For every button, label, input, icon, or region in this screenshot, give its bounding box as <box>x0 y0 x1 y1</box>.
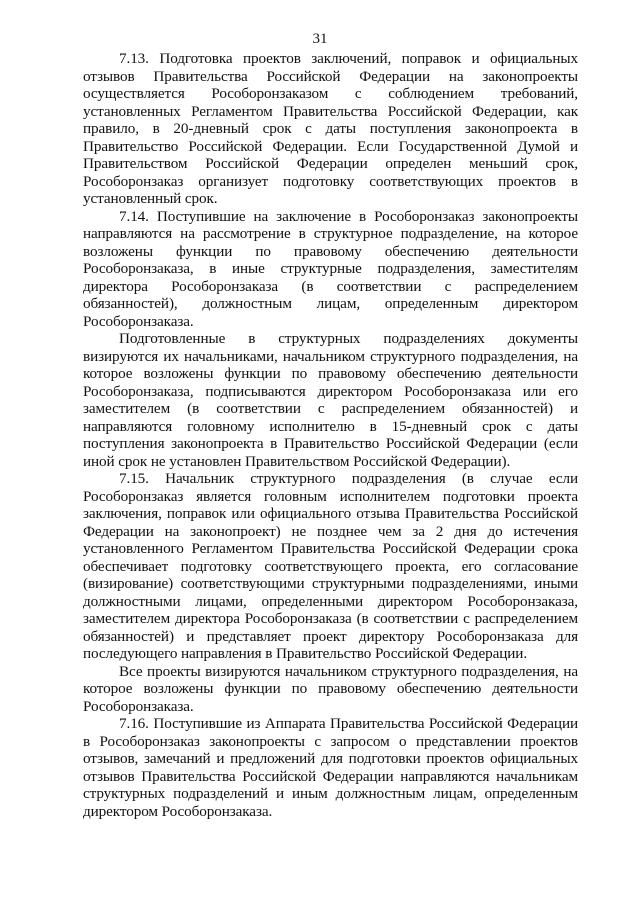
paragraph-7-14: 7.14. Поступившие на заключение в Рособоронзаказ законопроекты направляются на рассмотрение в структурное подразделение, на которое возложены функции по правовому обеспечению деятельности Рособоронзаказа, в иные структурные подразделения, заместителям директора Рособоронзаказа (в соответствии с распределением обязанностей), должностным лицам, определенным директором Рособоронзаказа. <box>83 207 578 330</box>
page-number: 31 <box>312 31 328 47</box>
paragraph-prepared-documents: Подготовленные в структурных подразделениях документы визируются их начальниками, начальником структурного подразделения, на которое возложены функции по правовому обеспечению деятельности Рособоронзаказа, подписываются директором Рособоронзаказа или его заместителем (в соответствии с распределением обязанностей) и направляются головному исполнителю в 15-дневный срок с даты поступления законопроекта в Правительство Российской Федерации (если иной срок не установлен Правительством Российской Федерации). <box>83 330 578 470</box>
paragraph-7-15: 7.15. Начальник структурного подразделения (в случае если Рособоронзаказ является головным исполнителем подготовки проекта заключения, поправок или официального отзыва Правительства Российской Федерации на законопроект) не позднее чем за 2 дня до истечения установленного Регламентом Правительства Российской Федерации срока обеспечивает подготовку соответствующего проекта, его согласование (визирование) соответствующими структурными подразделениями, иными должностными лицами, определенными директором Рособоронзаказа, заместителем директора Рособоронзаказа (в соответствии с распределением обязанностей) и представляет проект директору Рособоронзаказа для последующего направления в Правительство Российской Федерации. <box>83 470 578 662</box>
document-body <box>83 50 578 820</box>
paragraph-7-16: 7.16. Поступившие из Аппарата Правительства Российской Федерации в Рособоронзаказ законопроекты с запросом о представлении проектов отзывов, замечаний и предложений для подготовки проектов официальных отзывов Правительства Российской Федерации направляются начальникам структурных подразделений и иным должностным лицам, определенным директором Рособоронзаказа. <box>83 715 578 820</box>
paragraph-7-13: 7.13. Подготовка проектов заключений, поправок и официальных отзывов Правительства Российской Федерации на законопроекты осуществляется Рособоронзаказом с соблюдением требований, установленных Регламентом Правительства Российской Федерации, как правило, в 20-дневный срок с даты поступления законопроекта в Правительство Российской Федерации. Если Государственной Думой и Правительством Российской Федерации определен меньший срок, Рособоронзаказ организует подготовку соответствующих проектов в установленный срок. <box>83 50 578 207</box>
paragraph-all-projects: Все проекты визируются начальником структурного подразделения, на которое возложены функции по правовому обеспечению деятельности Рособоронзаказа. <box>83 662 578 715</box>
